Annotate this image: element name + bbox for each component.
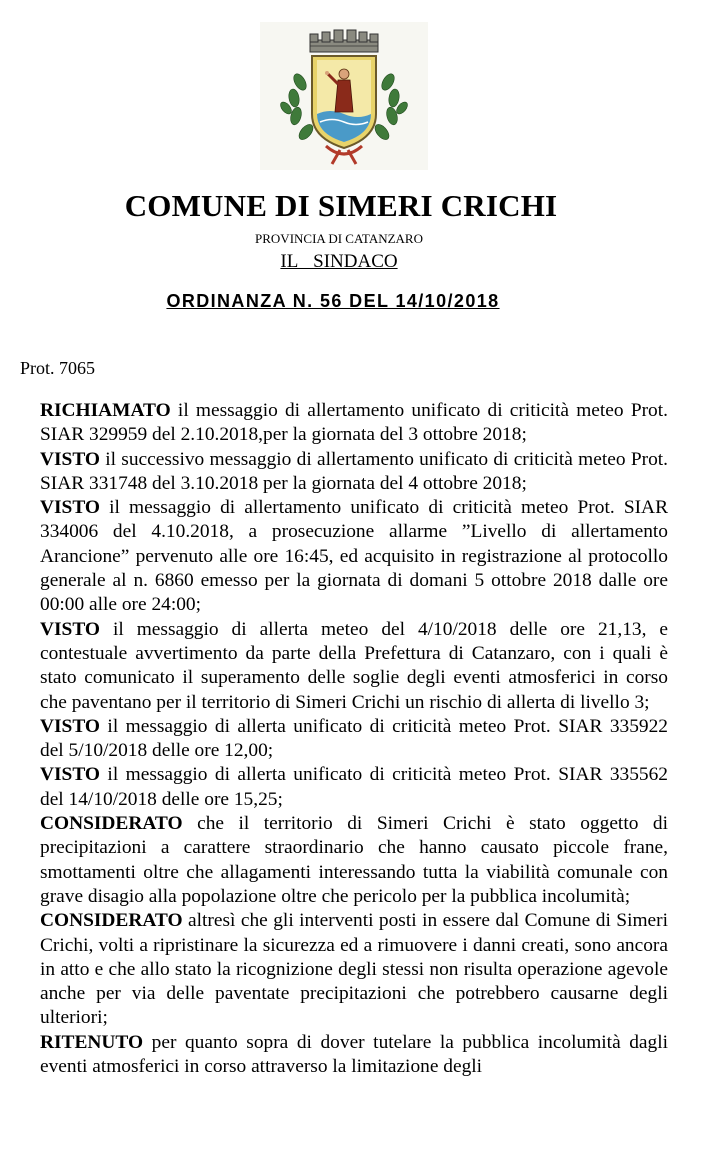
paragraph-keyword: VISTO (40, 764, 100, 786)
paragraph-keyword: VISTO (40, 497, 100, 519)
paragraph-text: il messaggio di allerta meteo del 4/10/2018 delle ore 21,13, e contestuale avvertimento da parte della Prefettura di Catanzaro, con i quali è stato comunicato il superamento delle soglie degli eventi atmosferici in corso che paventano per il territorio di Simeri Crichi un rischio di allerta di livello 3; (40, 618, 668, 713)
protocol-number: Prot. 7065 (20, 358, 96, 378)
paragraph-keyword: RICHIAMATO (40, 400, 171, 421)
paragraph-keyword: VISTO (40, 618, 100, 640)
ordinance-heading: ORDINANZA N. 56 DEL 14/10/2018 (166, 291, 500, 311)
paragraph-text: per quanto sopra di dover tutelare la pubblica incolumità dagli eventi atmosferici in corso attraverso la limitazione degli (40, 1031, 668, 1078)
province-subtitle: PROVINCIA DI CATANZARO (255, 231, 423, 246)
coat-of-arms-emblem (260, 22, 428, 170)
mayor-heading: IL SINDACO (280, 251, 398, 272)
paragraph-text: il messaggio di allertamento unificato di criticità meteo Prot. SIAR 334006 del 4.10.2018, a prosecuzione allarme ”Livello di allertamento Arancione” pervenuto alle ore 16:45, ed acquisito in registrazione al protocollo generale al n. 6860 emesso per la giornata di domani 5 ottobre 2018 dalle ore 00:00 alle ore 24:00; (40, 497, 668, 616)
paragraph-considerato (40, 909, 668, 1030)
paragraph-visto (40, 763, 668, 812)
paragraph-text: il successivo messaggio di allertamento unificato di criticità meteo Prot. SIAR 331748 del 3.10.2018 per la giornata del 4 ottobre 2018; (40, 448, 668, 494)
paragraph-keyword: CONSIDERATO (40, 813, 183, 835)
paragraph-keyword: VISTO (40, 715, 100, 737)
paragraph-visto (40, 448, 668, 497)
paragraph-visto (40, 618, 668, 715)
paragraph-richiamato (40, 399, 668, 448)
paragraph-keyword: VISTO (40, 448, 100, 470)
paragraph-text: che il territorio di Simeri Crichi è stato oggetto di precipitazioni a carattere straordinario che hanno causato piccole frane, smottamenti oltre che allagamenti interessando tutta la viabilità comunale con grave disagio alla popolazione oltre che pericolo per la pubblica incolumità; (40, 813, 668, 907)
paragraph-keyword: RITENUTO (40, 1031, 144, 1053)
municipality-title: COMUNE DI SIMERI CRICHI (124, 188, 558, 223)
paragraph-visto (40, 715, 668, 764)
paragraph-text: il messaggio di allerta unificato di criticità meteo Prot. SIAR 335562 del 14/10/2018 delle ore 15,25; (40, 764, 668, 810)
paragraph-keyword: CONSIDERATO (40, 910, 183, 932)
paragraph-text: altresì che gli interventi posti in essere dal Comune di Simeri Crichi, volti a ripristinare la sicurezza ed a rimuovere i danni creati, sono ancora in atto e che allo stato la ricognizione degli stessi non risulta operazione agevole anche per via delle paventate precipitazioni che potrebbero causarne degli ulteriori; (40, 910, 668, 1029)
paragraph-text: il messaggio di allertamento unificato di criticità meteo Prot. SIAR 329959 del 2.10.2018,per la giornata del 3 ottobre 2018; (40, 400, 668, 446)
ordinance-body (40, 399, 668, 1079)
paragraph-text: il messaggio di allerta unificato di criticità meteo Prot. SIAR 335922 del 5/10/2018 delle ore 12,00; (40, 715, 668, 762)
paragraph-considerato (40, 812, 668, 909)
paragraph-ritenuto (40, 1031, 668, 1080)
paragraph-visto (40, 496, 668, 617)
